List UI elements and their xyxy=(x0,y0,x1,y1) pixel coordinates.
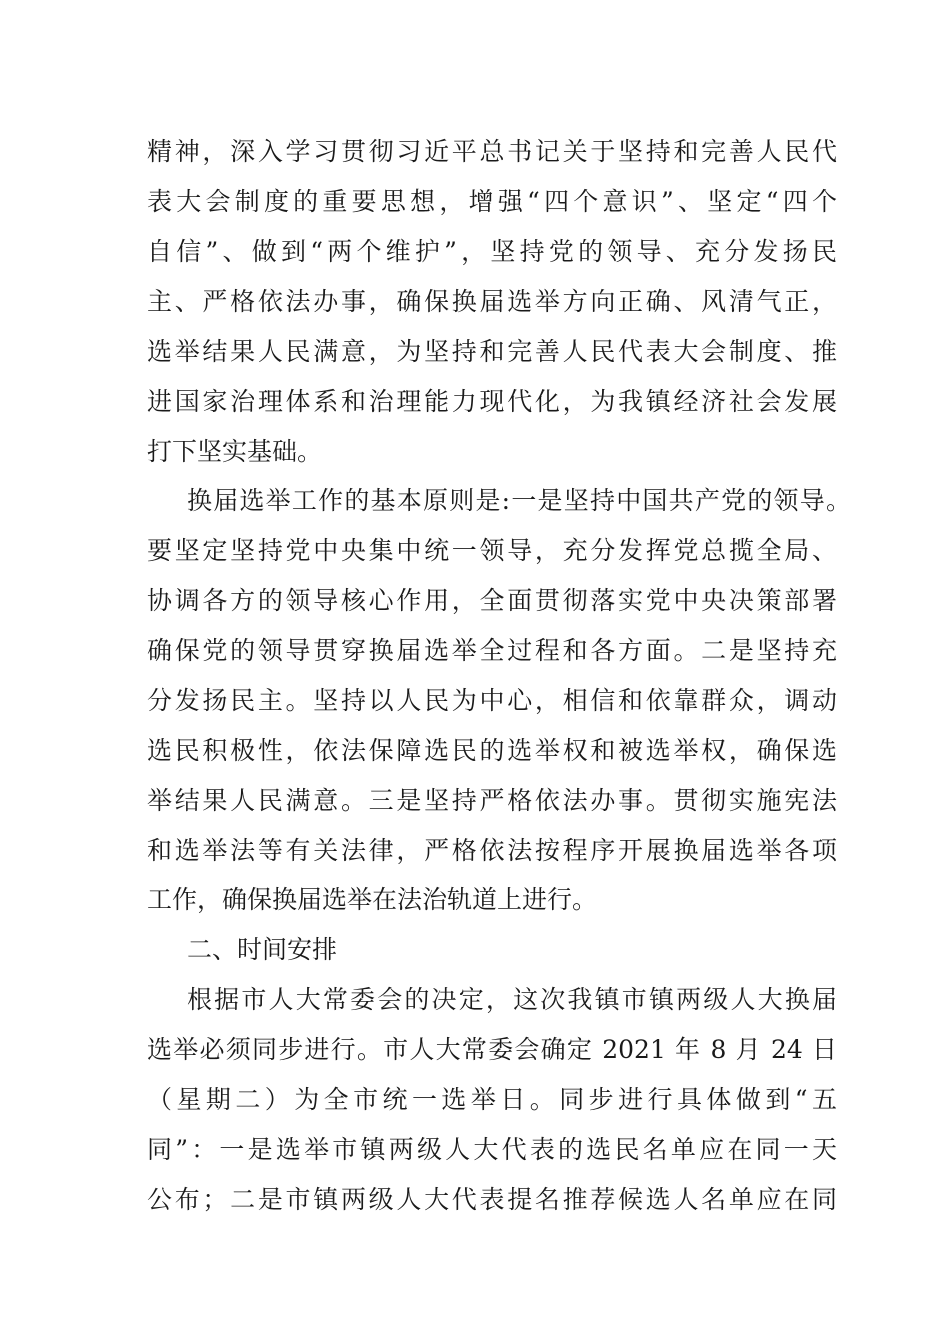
text-line: 表大会制度的重要思想，增强“四个意识”、坚定“四个 xyxy=(147,187,837,216)
text-line: 打下坚实基础。 xyxy=(147,437,323,466)
text-line: （星期二）为全市统一选举日。同步进行具体做到“五 xyxy=(147,1085,837,1114)
text-line: 和选举法等有关法律，严格依法按程序开展换届选举各项 xyxy=(147,836,837,865)
text-line: 选举结果人民满意，为坚持和完善人民代表大会制度、推 xyxy=(147,337,837,366)
text-line: 要坚定坚持党中央集中统一领导，充分发挥党总揽全局、 xyxy=(147,536,837,565)
text-line: 公布；二是市镇两级人大代表提名推荐候选人名单应在同 xyxy=(147,1185,837,1214)
text-line: 主、严格依法办事，确保换届选举方向正确、风清气正， xyxy=(147,287,837,316)
text-line: 举结果人民满意。三是坚持严格依法办事。贯彻实施宪法 xyxy=(147,786,837,815)
text-line: 工作，确保换届选举在法治轨道上进行。 xyxy=(147,885,598,914)
text-line: 分发扬民主。坚持以人民为中心，相信和依靠群众，调动 xyxy=(147,686,837,715)
text-line: 精神，深入学习贯彻习近平总书记关于坚持和完善人民代 xyxy=(147,137,837,166)
paragraph-first-line: 换届选举工作的基本原则是:一是坚持中国共产党的领导。 xyxy=(187,486,851,515)
paragraph-first-line: 根据市人大常委会的决定，这次我镇市镇两级人大换届 xyxy=(187,985,837,1014)
text-line: 协调各方的领导核心作用，全面贯彻落实党中央决策部署 xyxy=(147,586,837,615)
text-line: 同”：一是选举市镇两级人大代表的选民名单应在同一天 xyxy=(147,1135,837,1164)
section-heading: 二、时间安排 xyxy=(187,935,338,964)
text-line: 自信”、做到“两个维护”，坚持党的领导、充分发扬民 xyxy=(147,237,837,266)
text-line: 选举必须同步进行。市人大常委会确定 2021 年 8 月 24 日 xyxy=(147,1035,837,1064)
text-line: 确保党的领导贯穿换届选举全过程和各方面。二是坚持充 xyxy=(147,636,837,665)
text-line: 进国家治理体系和治理能力现代化，为我镇经济社会发展 xyxy=(147,387,837,416)
text-line: 选民积极性，依法保障选民的选举权和被选举权，确保选 xyxy=(147,736,837,765)
